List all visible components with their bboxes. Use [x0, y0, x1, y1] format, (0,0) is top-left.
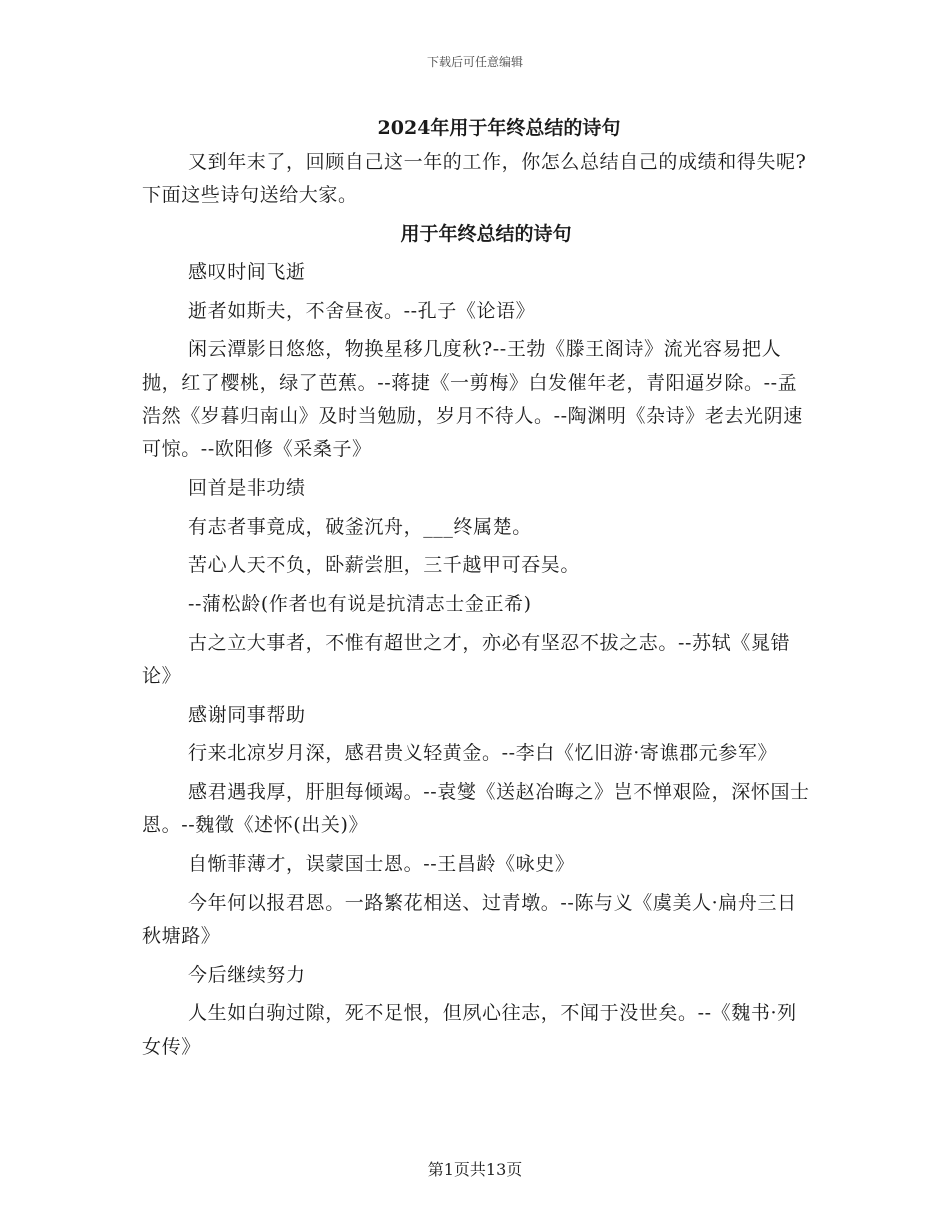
page-footer: 第1页共13页: [427, 1160, 523, 1179]
quote-paragraph: 今年何以报君恩。一路繁花相送、过青墩。--陈与义《虞美人·扁舟三日秋塘路》: [142, 891, 797, 948]
document-body: [142, 112, 810, 1069]
section-heading: 用于年终总结的诗句: [400, 222, 572, 245]
quote-paragraph: 有志者事竟成，破釜沉舟，___终属楚。: [188, 515, 532, 538]
quote-paragraph: 感君遇我厚，肝胆每倾竭。--袁燮《送赵冶晦之》岂不惮艰险，深怀国士恩。--魏徵《述怀(出关)》: [142, 781, 810, 837]
heading-time-flies: 感叹时间飞逝: [188, 260, 306, 283]
heading-thank-colleagues: 感谢同事帮助: [188, 703, 306, 726]
quote-paragraph: 闲云潭影日悠悠，物换星移几度秋?--王勃《滕王阁诗》流光容易把人抛，红了樱桃，绿了芭蕉。--蒋捷《一剪梅》白发催年老，青阳逼岁除。--孟浩然《岁暮归南山》及时当勉励，岁月不待人。--陶渊明《杂诗》老去光阴速可惊。--欧阳修《采桑子》: [142, 338, 803, 461]
quote-paragraph: 人生如白驹过隙，死不足恨，但夙心往志，不闻于没世矣。--《魏书·列女传》: [142, 1002, 797, 1058]
quote-paragraph: 古之立大事者，不惟有超世之才，亦必有坚忍不拔之志。--苏轼《晁错论》: [142, 631, 791, 687]
heading-keep-working: 今后继续努力: [188, 963, 306, 986]
quote-paragraph: 行来北凉岁月深，感君贵义轻黄金。--李白《忆旧游·寄谯郡元参军》: [188, 742, 778, 765]
heading-look-back: 回首是非功绩: [188, 476, 306, 499]
intro-paragraph: 又到年末了，回顾自己这一年的工作，你怎么总结自己的成绩和得失呢?下面这些诗句送给大家。: [142, 151, 807, 207]
quote-paragraph: 自惭菲薄才，误蒙国士恩。--王昌龄《咏史》: [188, 853, 575, 876]
document-title: 2024年用于年终总结的诗句: [377, 117, 621, 139]
quote-paragraph: --蒲松龄(作者也有说是抗清志士金正希): [188, 593, 532, 615]
quote-paragraph: 逝者如斯夫，不舍昼夜。--孔子《论语》: [188, 299, 536, 322]
page-header: 下载后可任意编辑: [426, 55, 523, 69]
quote-paragraph: 苦心人天不负，卧薪尝胆，三千越甲可吞吴。: [188, 554, 581, 577]
